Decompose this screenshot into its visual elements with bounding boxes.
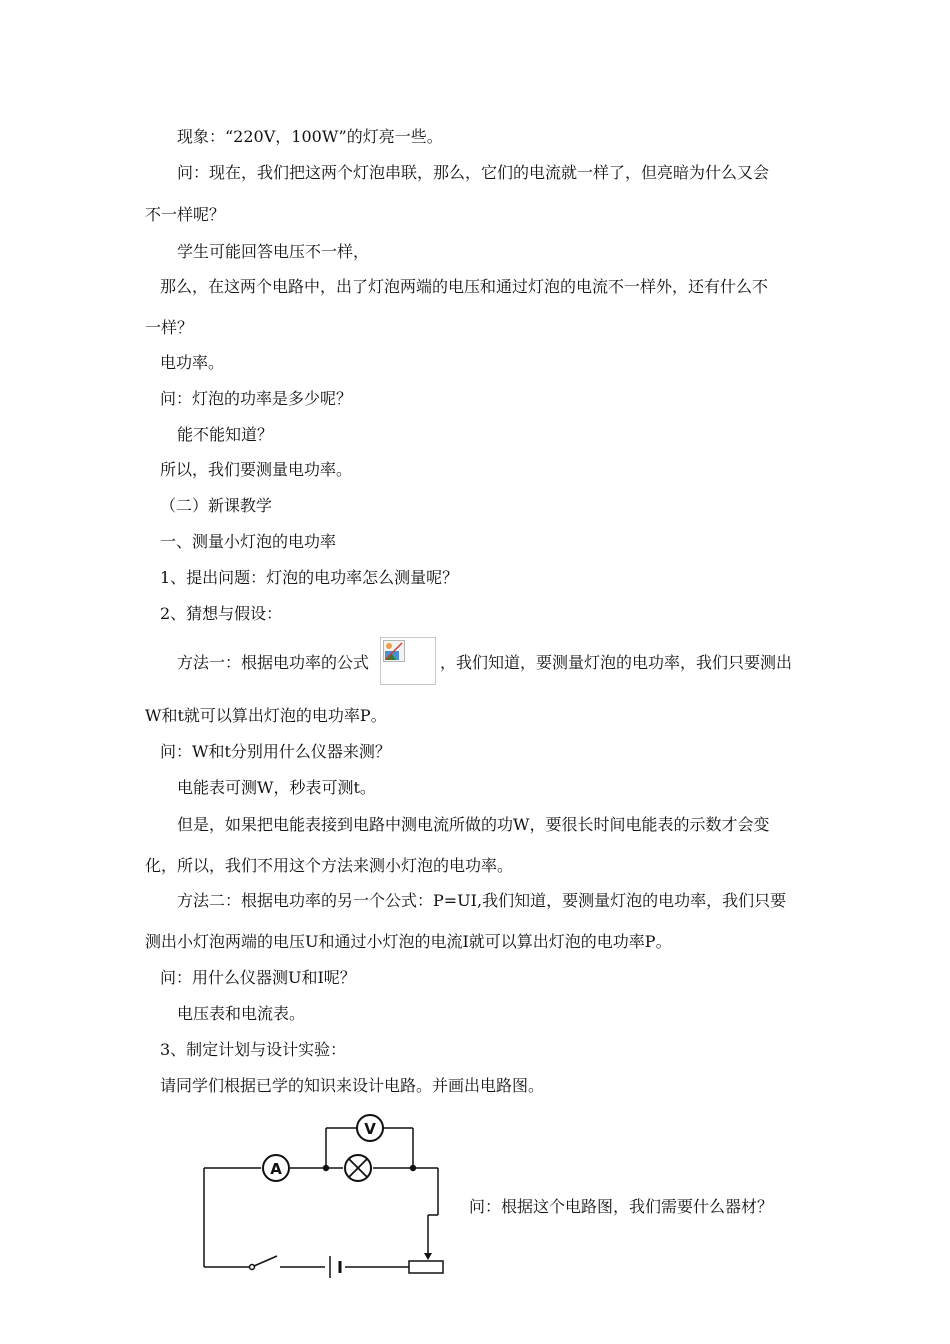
battery-symbol [330, 1256, 340, 1278]
text-line: 方法二：根据电功率的另一个公式：P=UI,我们知道，要测量灯泡的电功率，我们只要 [177, 891, 787, 910]
text-line: 现象：“220V，100W”的灯亮一些。 [177, 127, 443, 146]
voltmeter-label: V [364, 1120, 376, 1138]
text-line: 问：现在，我们把这两个灯泡串联，那么，它们的电流就一样了，但亮暗为什么又会 [177, 163, 770, 182]
text-line: 方法一：根据电功率的公式 [177, 653, 370, 672]
text-line: 1、提出问题：灯泡的电功率怎么测量呢？ [160, 568, 459, 587]
text-line: 电能表可测W，秒表可测t。 [177, 778, 376, 797]
section-heading: 3、制定计划与设计实验： [160, 1040, 347, 1059]
text-line: 学生可能回答电压不一样， [177, 242, 370, 261]
text-line: 2、猜想与假设： [160, 604, 283, 623]
text-line: 那么，在这两个电路中，出了灯泡两端的电压和通过灯泡的电流不一样外，还有什么不 [160, 277, 769, 296]
junction-dot [410, 1165, 416, 1171]
text-line: ，我们知道，要测量灯泡的电功率，我们只要测出 [440, 653, 793, 672]
text-line: W和t就可以算出灯泡的电功率P。 [145, 706, 387, 725]
text-line: 一样？ [145, 318, 194, 337]
ammeter-symbol [263, 1155, 289, 1181]
text-line: 请同学们根据已学的知识来设计电路。并画出电路图。 [160, 1076, 545, 1095]
circuit-diagram [195, 1110, 455, 1280]
formula-image-placeholder [380, 637, 436, 685]
switch-symbol [250, 1256, 278, 1270]
voltmeter-symbol [357, 1115, 383, 1141]
lamp-symbol [345, 1155, 371, 1181]
text-line: 问：根据这个电路图，我们需要什么器材？ [469, 1197, 774, 1216]
text-line: 但是，如果把电能表接到电路中测电流所做的功W，要很长时间电能表的示数才会变 [177, 815, 770, 834]
junction-dot [323, 1165, 329, 1171]
text-line: 电功率。 [160, 353, 225, 372]
text-line: 问：灯泡的功率是多少呢？ [160, 389, 353, 408]
text-line: 不一样呢？ [145, 205, 226, 224]
text-line: 电压表和电流表。 [177, 1004, 306, 1023]
section-heading: 一、测量小灯泡的电功率 [160, 532, 337, 551]
text-line: 问：W和t分别用什么仪器来测？ [160, 742, 391, 761]
rheostat-symbol [409, 1253, 443, 1273]
ammeter-label: A [270, 1160, 282, 1178]
text-line: 能不能知道？ [177, 425, 274, 444]
section-heading: （二）新课教学 [160, 496, 273, 515]
text-line: 所以，我们要测量电功率。 [160, 460, 353, 479]
broken-image-icon [383, 640, 405, 662]
text-line: 化，所以，我们不用这个方法来测小灯泡的电功率。 [145, 856, 514, 875]
text-line: 测出小灯泡两端的电压U和通过小灯泡的电流I就可以算出灯泡的电功率P。 [145, 932, 672, 951]
text-line: 问：用什么仪器测U和I呢？ [160, 968, 356, 987]
